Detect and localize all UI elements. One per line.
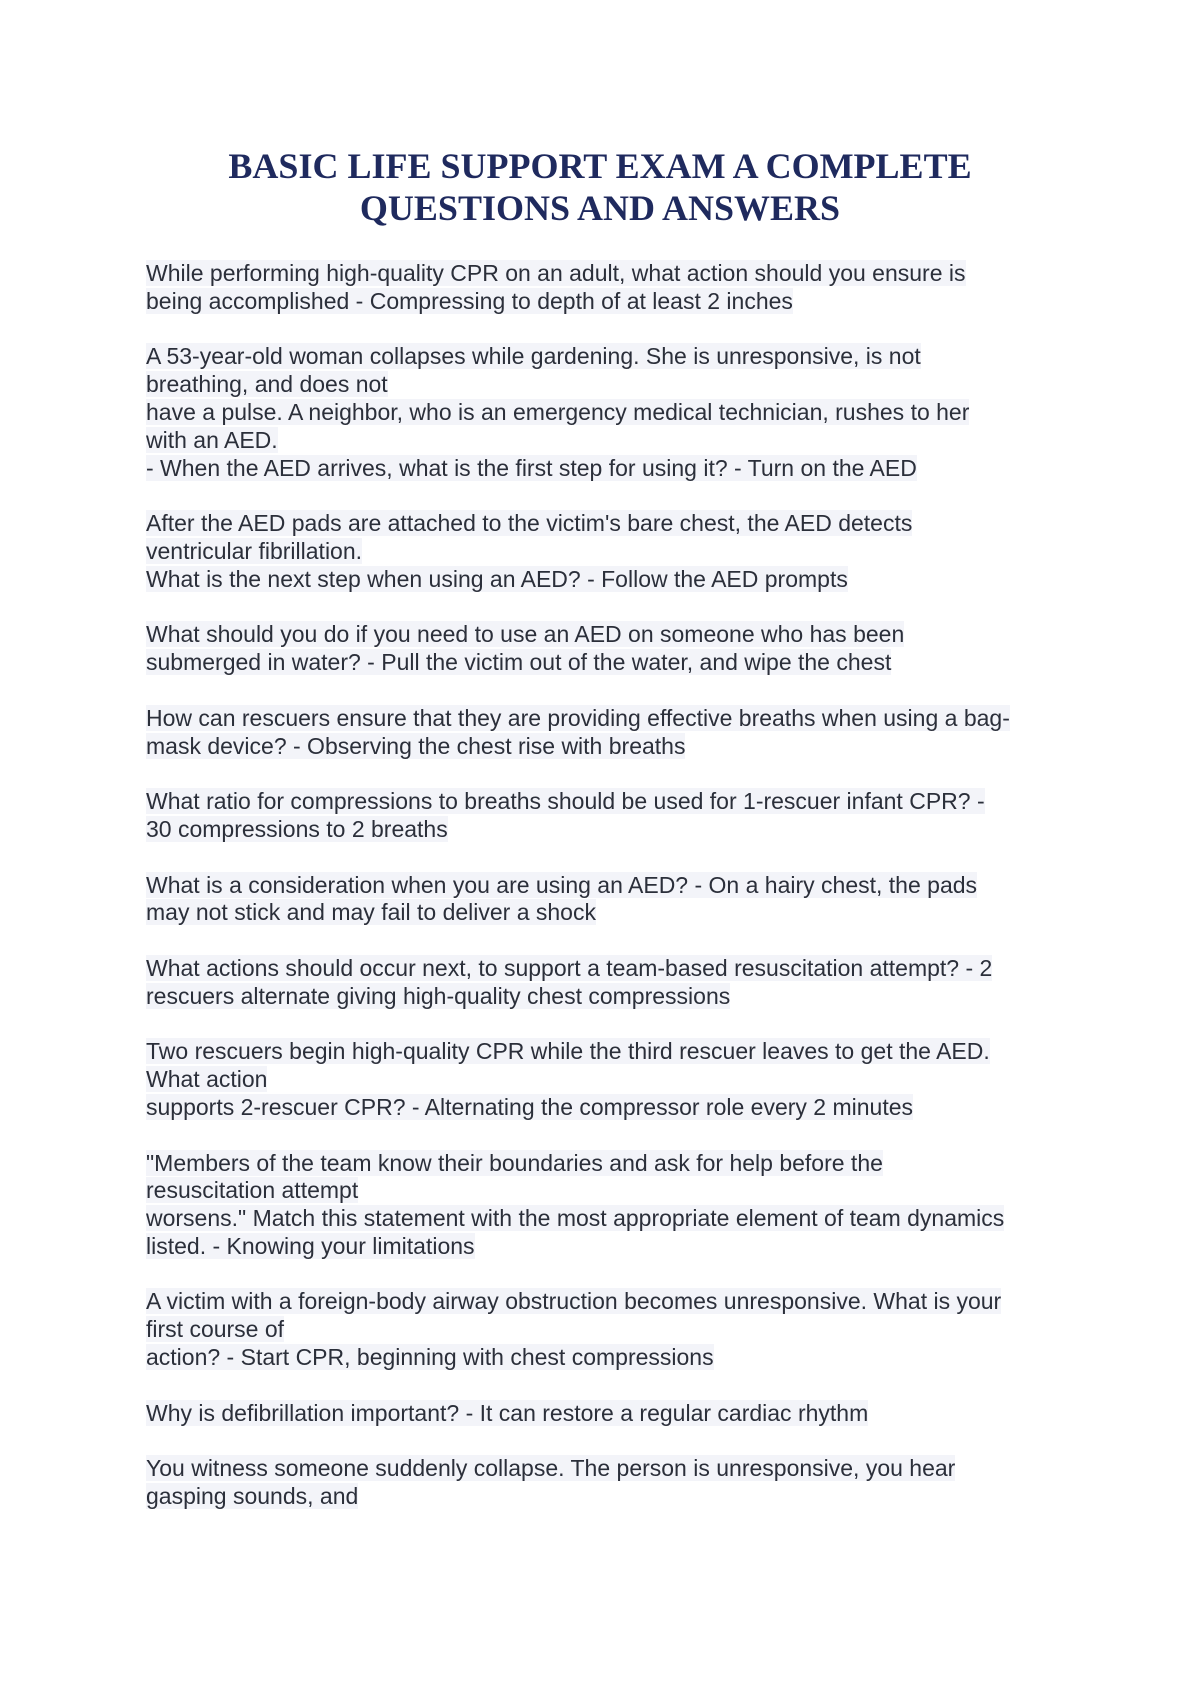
text-line [146,1150,1066,1178]
text-line [146,621,1066,649]
text-line [146,510,1066,538]
line-text: Two rescuers begin high-quality CPR while the third rescuer leaves to get the AED. [146,1038,990,1065]
question-answer-item [146,1400,1066,1428]
line-text: A victim with a foreign-body airway obstruction becomes unresponsive. What is your [146,1288,1002,1315]
text-line [146,399,1066,427]
text-line [146,1344,1066,1372]
text-line [146,899,1066,927]
title-line: QUESTIONS AND ANSWERS [359,188,841,228]
line-text: ventricular fibrillation. [146,537,363,564]
line-text: - When the AED arrives, what is the first step for using it? - Turn on the AED [146,454,917,481]
line-text: supports 2-rescuer CPR? - Alternating the compressor role every 2 minutes [146,1093,913,1120]
line-text: listed. - Knowing your limitations [146,1232,475,1259]
question-answer-item [146,1150,1066,1261]
question-answer-item [146,1455,1066,1511]
line-text: action? - Start CPR, beginning with chest compressions [146,1344,714,1371]
question-answer-item [146,788,1066,844]
line-text: How can rescuers ensure that they are providing effective breaths when using a bag- [146,704,1010,731]
question-answer-item [146,872,1066,928]
text-line [146,1094,1066,1122]
text-line [146,649,1066,677]
text-line [146,733,1066,761]
question-answer-item [146,705,1066,761]
line-text: 30 compressions to 2 breaths [146,815,448,842]
text-line [146,1455,1066,1483]
text-line [146,371,1066,399]
text-line [146,1205,1066,1233]
text-line [146,955,1066,983]
text-line [146,1038,1066,1066]
title-line: BASIC LIFE SUPPORT EXAM A COMPLETE [228,146,972,186]
text-line [146,1400,1066,1428]
text-line [146,1483,1066,1511]
line-text: What actions should occur next, to support a team-based resuscitation attempt? - 2 [146,954,993,981]
line-text: A 53-year-old woman collapses while gardening. She is unresponsive, is not [146,343,921,370]
line-text: breathing, and does not [146,371,388,398]
document-title [140,145,1060,229]
text-line [146,1066,1066,1094]
line-text: with an AED. [146,426,278,453]
question-answer-item [146,260,1066,316]
line-text: What action [146,1066,268,1093]
text-line [146,1177,1066,1205]
text-line [146,1288,1066,1316]
text-line [146,816,1066,844]
text-line [146,343,1066,371]
text-line [146,455,1066,483]
text-line [146,872,1066,900]
line-text: What is a consideration when you are using an AED? - On a hairy chest, the pads [146,871,978,898]
line-text: What should you do if you need to use an AED on someone who has been [146,621,905,648]
question-answer-item [146,1038,1066,1121]
text-line [146,538,1066,566]
line-text: submerged in water? - Pull the victim out of the water, and wipe the chest [146,649,892,676]
line-text: After the AED pads are attached to the victim's bare chest, the AED detects [146,510,913,537]
text-line [146,1316,1066,1344]
text-line [146,566,1066,594]
question-answer-item [146,955,1066,1011]
line-text: being accomplished - Compressing to depth of at least 2 inches [146,287,793,314]
line-text: While performing high-quality CPR on an adult, what action should you ensure is [146,260,966,286]
line-text: may not stick and may fail to deliver a shock [146,899,596,926]
text-line [146,788,1066,816]
line-text: mask device? - Observing the chest rise with breaths [146,732,686,759]
line-text: have a pulse. A neighbor, who is an emergency medical technician, rushes to her [146,398,970,425]
line-text: first course of [146,1316,285,1343]
question-answer-item [146,621,1066,677]
text-line [146,260,1066,288]
text-line [146,1233,1066,1261]
line-text: worsens." Match this statement with the most appropriate element of team dynamics [146,1205,1005,1232]
line-text: What is the next step when using an AED? - Follow the AED prompts [146,565,848,592]
line-text: What ratio for compressions to breaths should be used for 1-rescuer infant CPR? - [146,788,985,815]
text-line [146,427,1066,455]
line-text: gasping sounds, and [146,1483,359,1510]
line-text: Why is defibrillation important? - It can restore a regular cardiac rhythm [146,1399,869,1426]
question-answer-item [146,343,1066,482]
text-line [146,705,1066,733]
question-answer-item [146,510,1066,593]
line-text: You witness someone suddenly collapse. The person is unresponsive, you hear [146,1455,956,1482]
line-text: rescuers alternate giving high-quality chest compressions [146,982,731,1009]
question-answer-list [146,260,1066,1539]
question-answer-item [146,1288,1066,1371]
line-text: resuscitation attempt [146,1177,359,1204]
text-line [146,983,1066,1011]
line-text: "Members of the team know their boundaries and ask for help before the [146,1149,883,1176]
text-line [146,288,1066,316]
